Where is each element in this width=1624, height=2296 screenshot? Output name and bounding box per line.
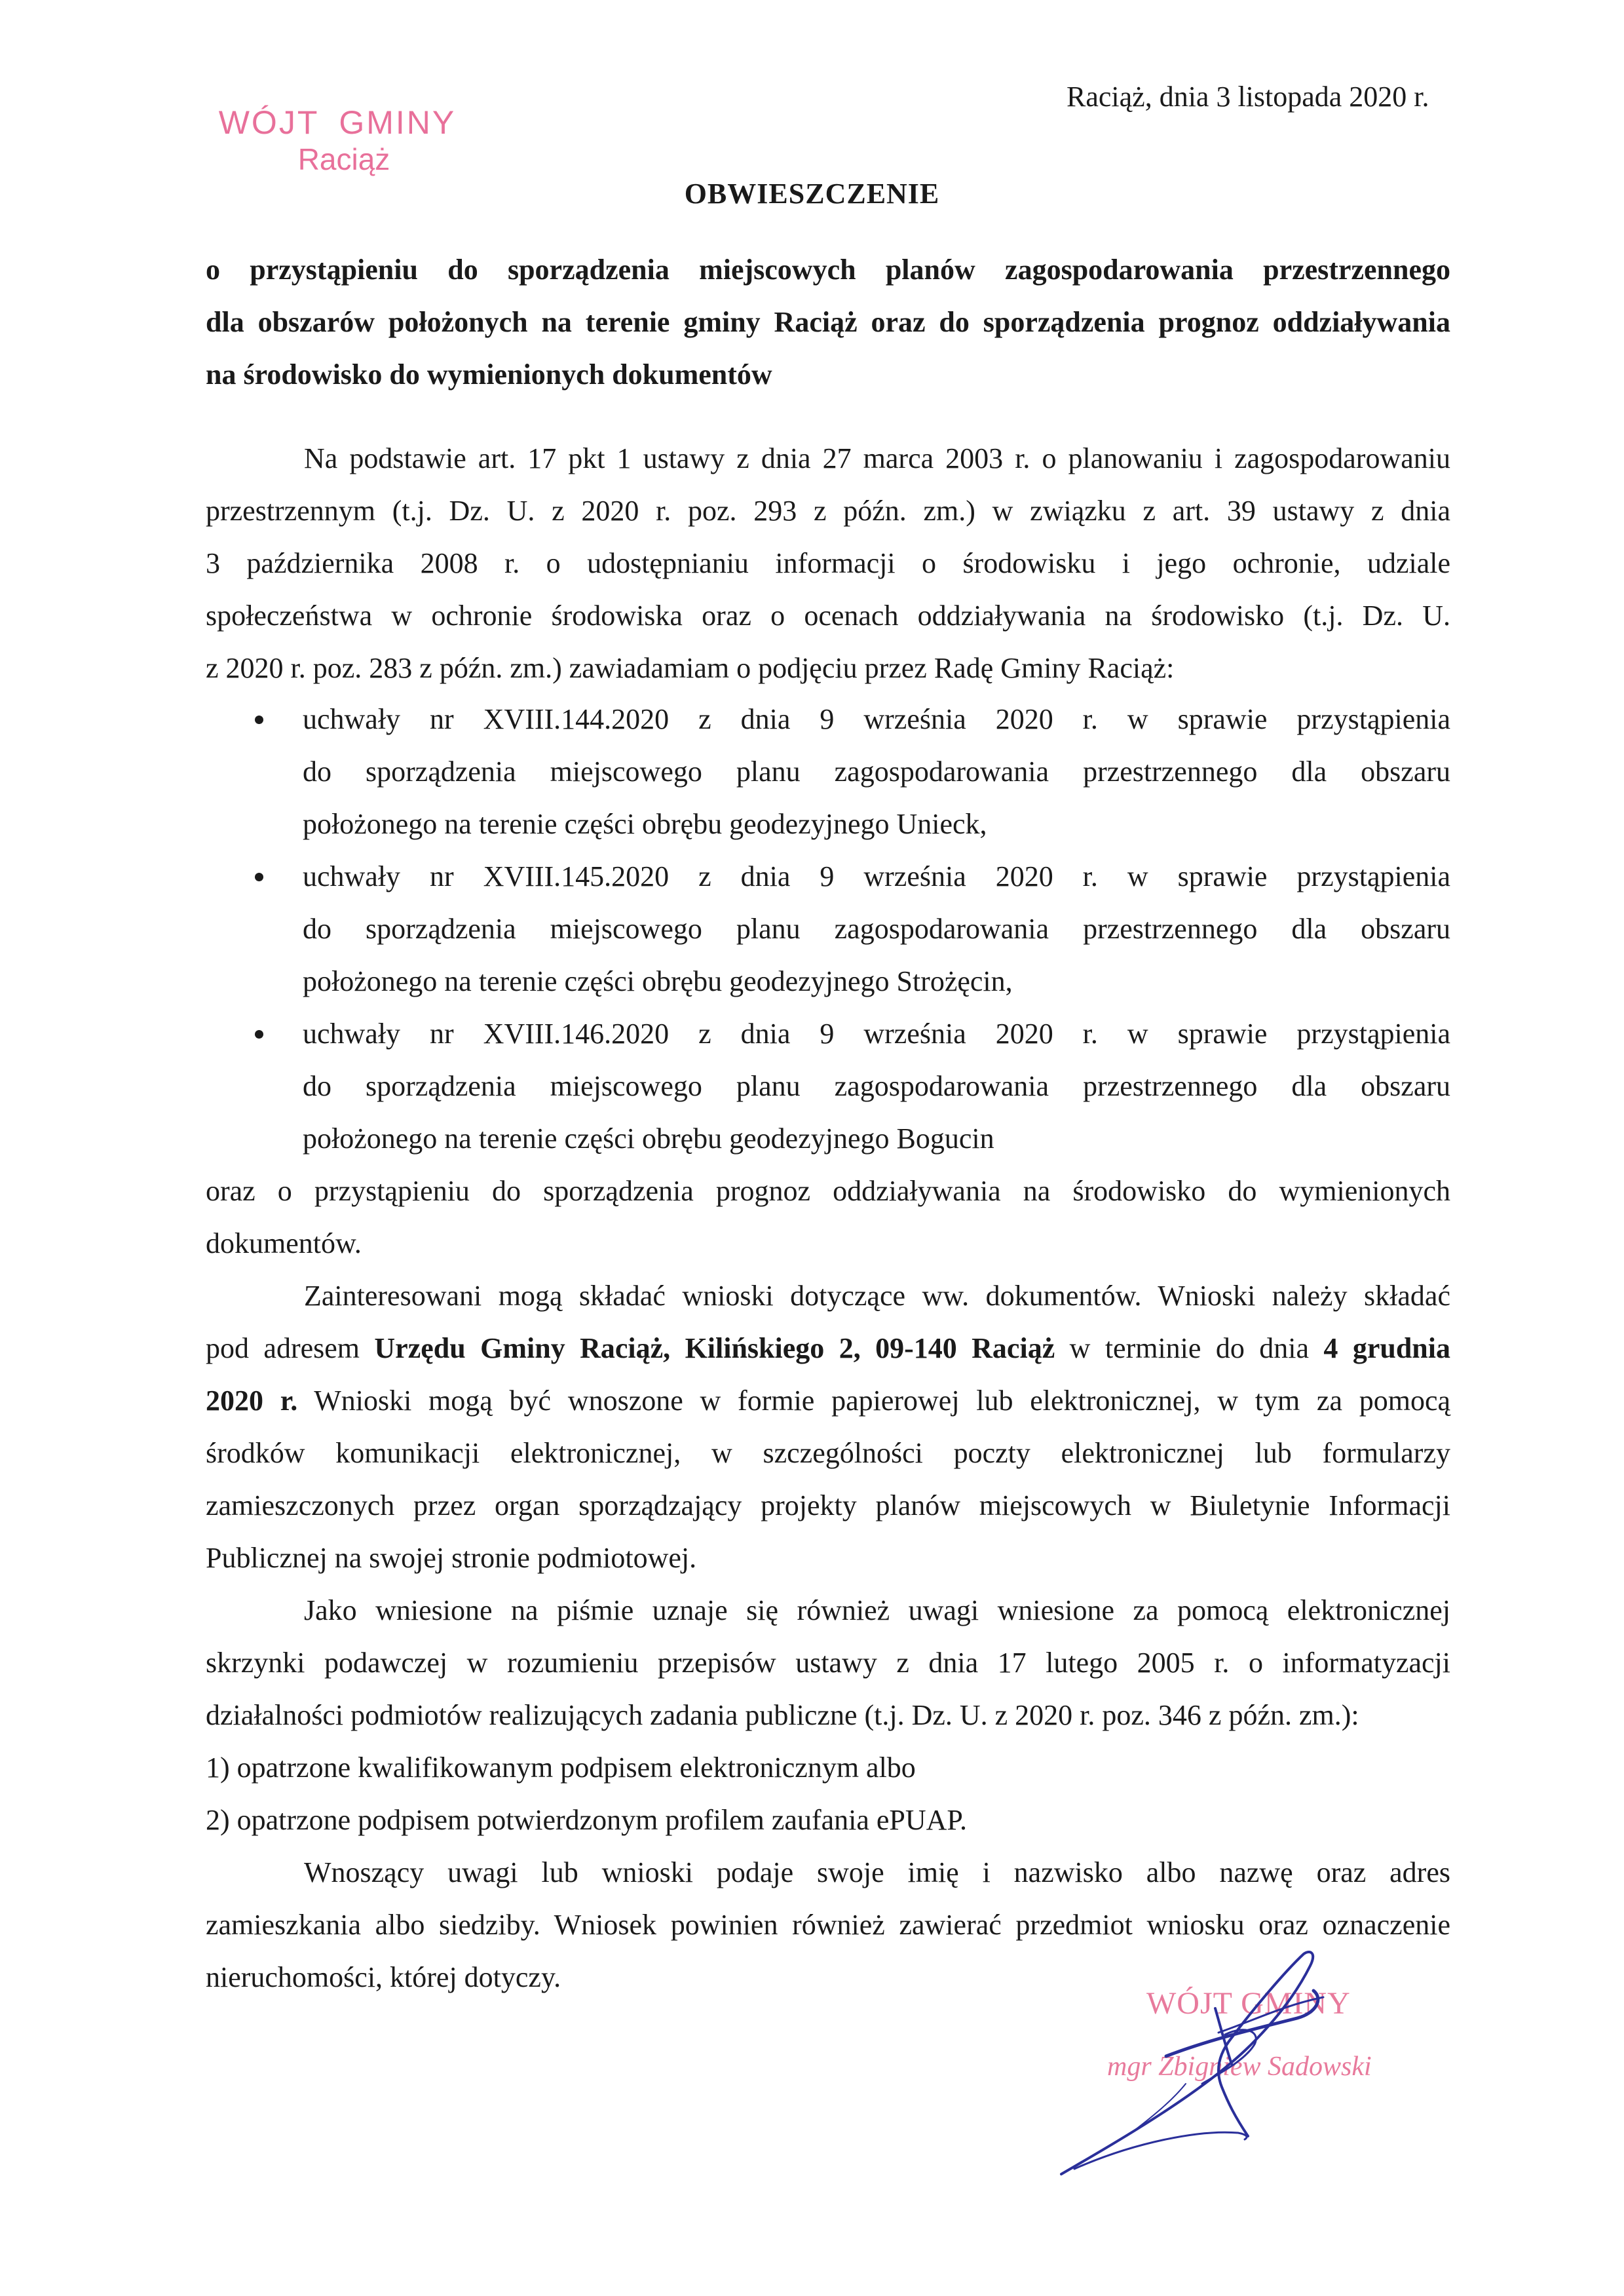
bullet-icon bbox=[255, 1030, 263, 1039]
intro-line: przestrzennym (t.j. Dz. U. z 2020 r. poz. 293 z późn. zm.) w związku z art. 39 ustawy z dnia bbox=[206, 495, 1450, 527]
document-subject bbox=[206, 244, 1450, 401]
resolution-line: do sporządzenia miejscowego planu zagospodarowania przestrzennego dla obszaru bbox=[303, 913, 1450, 945]
numbered-item: 2) opatrzone podpisem potwierdzonym profilem zaufania ePUAP. bbox=[206, 1804, 968, 1836]
document-title: OBWIESZCZENIE bbox=[684, 178, 940, 210]
intro-line: z 2020 r. poz. 283 z późn. zm.) zawiadamiam o podjęciu przez Radę Gminy Raciąż: bbox=[206, 652, 1175, 684]
electronic-line: skrzynki podawczej w rozumieniu przepisów ustawy z dnia 17 lutego 2005 r. o informatyzacji bbox=[206, 1647, 1450, 1679]
electronic-paragraph bbox=[206, 1584, 1450, 1846]
applicant-line: Wnoszący uwagi lub wnioski podaje swoje imię i nazwisko albo nazwę oraz adres bbox=[304, 1856, 1450, 1888]
intro-line: społeczeństwa w ochronie środowiska oraz o ocenach oddziaływania na środowisko (t.j. Dz. U. bbox=[206, 600, 1450, 632]
bullet-icon bbox=[255, 873, 263, 881]
signatory-name: mgr Zbigniew Sadowski bbox=[1107, 2052, 1372, 2082]
applicant-line: zamieszkania albo siedziby. Wniosek powinien również zawierać przedmiot wniosku oraz oznaczenie bbox=[206, 1909, 1450, 1941]
submissions-line: zamieszczonych przez organ sporządzający projekty planów miejscowych w Biuletynie Informacji bbox=[206, 1489, 1450, 1521]
office-stamp bbox=[216, 104, 459, 177]
resolution-line: uchwały nr XVIII.144.2020 z dnia 9 września 2020 r. w sprawie przystąpienia bbox=[303, 703, 1450, 735]
resolution-item bbox=[206, 693, 1450, 851]
resolution-item bbox=[206, 851, 1450, 1008]
subject-line: na środowisko do wymienionych dokumentów bbox=[206, 358, 772, 391]
resolution-line: uchwały nr XVIII.145.2020 z dnia 9 września 2020 r. w sprawie przystąpienia bbox=[303, 860, 1450, 892]
date-line: Raciąż, dnia 3 listopada 2020 r. bbox=[1067, 81, 1429, 113]
intro-paragraph bbox=[206, 432, 1450, 695]
text: Wnioski mogą być wnoszone w formie papierowej lub elektronicznej, w tym za pomocą bbox=[297, 1385, 1451, 1417]
bullet-icon bbox=[255, 716, 263, 724]
subject-line: dla obszarów położonych na terenie gminy Raciąż oraz do sporządzenia prognoz oddziaływania bbox=[206, 306, 1450, 338]
submissions-line: Zainteresowani mogą składać wnioski dotyczące ww. dokumentów. Wnioski należy składać bbox=[304, 1280, 1450, 1312]
resolution-line: do sporządzenia miejscowego planu zagospodarowania przestrzennego dla obszaru bbox=[303, 756, 1450, 788]
handwritten-signature-icon bbox=[1035, 1913, 1461, 2189]
resolution-line: położonego na terenie części obrębu geodezyjnego Strożęcin, bbox=[303, 965, 1013, 997]
resolution-line: położonego na terenie części obrębu geodezyjnego Bogucin bbox=[303, 1122, 994, 1155]
text: w terminie do dnia bbox=[1055, 1332, 1324, 1364]
submissions-line: Publicznej na swojej stronie podmiotowej. bbox=[206, 1542, 697, 1574]
applicant-line: nieruchomości, której dotyczy. bbox=[206, 1961, 561, 1993]
intro-line: Na podstawie art. 17 pkt 1 ustawy z dnia 27 marca 2003 r. o planowaniu i zagospodarowaniu bbox=[304, 442, 1450, 474]
resolutions-list bbox=[206, 693, 1450, 1165]
resolution-line: do sporządzenia miejscowego planu zagospodarowania przestrzennego dla obszaru bbox=[303, 1070, 1450, 1102]
forecast-line: oraz o przystąpieniu do sporządzenia prognoz oddziaływania na środowisko do wymienionych bbox=[206, 1175, 1450, 1207]
intro-line: 3 października 2008 r. o udostępnianiu informacji o środowisku i jego ochronie, udziale bbox=[206, 547, 1450, 579]
deadline-date: 4 grudnia bbox=[1323, 1332, 1450, 1364]
deadline-year: 2020 r. bbox=[206, 1385, 298, 1417]
electronic-line: działalności podmiotów realizujących zadania publiczne (t.j. Dz. U. z 2020 r. poz. 346 z późn. zm.): bbox=[206, 1699, 1359, 1731]
text: pod adresem bbox=[206, 1332, 375, 1364]
submissions-line bbox=[206, 1322, 1450, 1375]
submissions-paragraph bbox=[206, 1270, 1450, 1584]
stamp-office-title: WÓJT GMINY bbox=[218, 104, 457, 141]
submissions-line: środków komunikacji elektronicznej, w szczególności poczty elektronicznej lub formularzy bbox=[206, 1437, 1450, 1469]
signatory-role: WÓJT GMINY bbox=[1146, 1986, 1351, 2021]
resolution-line: położonego na terenie części obrębu geodezyjnego Unieck, bbox=[303, 808, 987, 840]
numbered-item: 1) opatrzone kwalifikowanym podpisem elektronicznym albo bbox=[206, 1751, 916, 1784]
electronic-line: Jako wniesione na piśmie uznaje się również uwagi wniesione za pomocą elektronicznej bbox=[304, 1594, 1450, 1626]
subject-line: o przystąpieniu do sporządzenia miejscowych planów zagospodarowania przestrzennego bbox=[206, 254, 1450, 286]
forecast-paragraph bbox=[206, 1165, 1450, 1270]
office-address: Urzędu Gminy Raciąż, Kilińskiego 2, 09-140 Raciąż bbox=[374, 1332, 1055, 1364]
resolution-item bbox=[206, 1008, 1450, 1165]
resolution-line: uchwały nr XVIII.146.2020 z dnia 9 września 2020 r. w sprawie przystąpienia bbox=[303, 1018, 1450, 1050]
stamp-town: Raciąż bbox=[297, 142, 390, 176]
forecast-line: dokumentów. bbox=[206, 1227, 362, 1259]
submissions-line bbox=[206, 1375, 1450, 1427]
